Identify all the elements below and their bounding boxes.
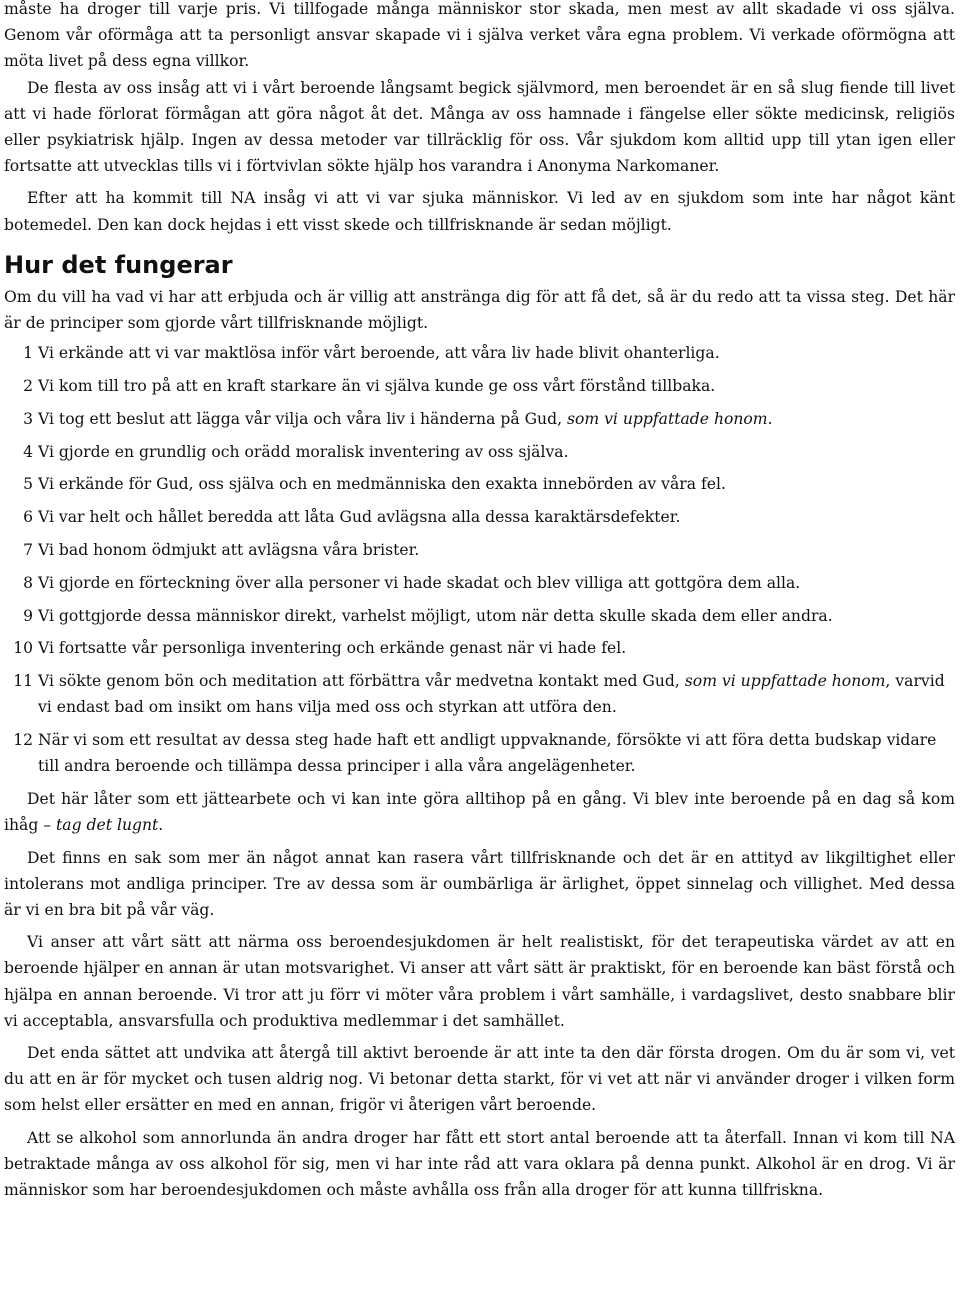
section-lead-paragraph: Om du vill ha vad vi har att erbjuda och är villig att anstränga dig för att få det, så är du redo att ta vissa steg. Det här är de principer som gjorde vårt tillfrisknande möjligt.	[4, 287, 955, 333]
closing-paragraph-4: Det enda sättet att undvika att återgå till aktivt beroende är att inte ta den där första drogen. Om du är som vi, vet du att en är för mycket och tusen aldrig nog. Vi betonar detta starkt, för vi vet att när vi använder droger i vilken form som helst eller ersätter en med en annan, frigör vi återigen vårt beroende.	[4, 1044, 955, 1115]
intro-paragraph-3: Efter att ha kommit till NA insåg vi att vi var sjuka människor. Vi led av en sjukdom som inte har något känt botemedel. Den kan dock hejdas i ett visst skede och tillfrisknande är sedan möjligt.	[4, 189, 955, 234]
step-text: Vi gjorde en grundlig och orädd moralisk inventering av oss själva.	[38, 442, 569, 461]
step-text: Vi var helt och hållet beredda att låta Gud avlägsna alla dessa karaktärsdefekter.	[38, 508, 681, 527]
list-item	[4, 504, 955, 530]
intro-paragraph-2: De flesta av oss insåg att vi i vårt beroende långsamt begick självmord, men beroendet är en så slug fiende till livet att vi hade förlorat förmågan att göra något åt det. Många av oss hamnade i fängelse eller sökte medicinsk, religiös eller psykiatrisk hjälp. Ingen av dessa metoder var tillräcklig för oss. Vår sjukdom kom alltid upp till ytan igen eller fortsatte att utvecklas tills vi i förtvivlan sökte hjälp hos varandra i Anonyma Narkomaner.	[4, 78, 955, 176]
list-item	[4, 373, 955, 399]
closing-paragraph-3: Vi anser att vårt sätt att närma oss beroendesjukdomen är helt realistiskt, för det terapeutiska värdet av att en beroende hjälper en annan är utan motsvarighet. Vi anser att vårt sätt är praktiskt, för en beroende kan bäst förstå och hjälpa en annan beroende. Vi tror att ju förr vi möter våra problem i vårt samhälle, i vardagslivet, desto snabbare blir vi acceptabla, ansvarsfulla och produktiva medlemmar i det samhället.	[4, 933, 955, 1030]
step-text: Vi tog ett beslut att lägga vår vilja och våra liv i händerna på Gud, som vi uppfattade honom.	[38, 409, 773, 428]
step-text: Vi erkände för Gud, oss själva och en medmänniska den exakta innebörden av våra fel.	[38, 475, 726, 494]
list-item	[4, 471, 955, 497]
list-item	[4, 340, 955, 366]
closing-paragraph-5: Att se alkohol som annorlunda än andra droger har fått ett stort antal beroende att ta återfall. Innan vi kom till NA betraktade många av oss alkohol för sig, men vi har inte råd att vara oklara på denna punkt. Alkohol är en drog. Vi är människor som har beroendesjukdomen och måste avhålla oss från alla droger för att kunna tillfriskna.	[4, 1128, 955, 1200]
list-item	[4, 439, 955, 465]
step-number: 11	[13, 672, 34, 691]
list-item	[4, 570, 955, 596]
list-item	[4, 635, 955, 661]
steps-list	[4, 340, 955, 779]
step-number: 6	[23, 508, 34, 527]
step-number: 5	[23, 475, 34, 494]
list-item	[4, 727, 955, 779]
step-text: Vi gjorde en förteckning över alla personer vi hade skadat och blev villiga att gottgöra dem alla.	[38, 573, 801, 592]
list-item	[4, 406, 955, 432]
step-text: Vi gottgjorde dessa människor direkt, varhelst möjligt, utom när detta skulle skada dem eller andra.	[38, 606, 833, 625]
closing-paragraph-1: Det här låter som ett jättearbete och vi kan inte göra alltihop på en gång. Vi blev inte beroende på en dag så kom ihåg – tag det lugnt.	[4, 790, 955, 835]
step-text: Vi erkände att vi var maktlösa inför vårt beroende, att våra liv hade blivit ohanterliga.	[38, 344, 720, 363]
closing-paragraph-2: Det finns en sak som mer än något annat kan rasera vårt tillfrisknande och det är en attityd av likgiltighet eller intolerans mot andliga principer. Tre av dessa som är oumbärliga är ärlighet, öppet sinnelag och villighet. Med dessa är vi en bra bit på vår väg.	[4, 848, 955, 920]
step-text: Vi kom till tro på att en kraft starkare än vi själva kunde ge oss vårt förstånd tillbaka.	[38, 377, 716, 396]
step-number: 12	[13, 731, 34, 750]
step-number: 4	[23, 442, 34, 461]
step-text: När vi som ett resultat av dessa steg hade haft ett andligt uppvaknande, försökte vi att föra detta budskap vidare till andra beroende och tillämpa dessa principer i alla våra angelägenheter.	[38, 731, 937, 776]
step-number: 1	[23, 344, 34, 363]
step-text: Vi sökte genom bön och meditation att förbättra vår medvetna kontakt med Gud, som vi uppfattade honom, varvid vi endast bad om insikt om hans vilja med oss och styrkan att utföra den.	[38, 672, 945, 717]
list-item	[4, 603, 955, 629]
list-item	[4, 668, 955, 720]
step-number: 8	[23, 573, 34, 592]
intro-paragraph-1: måste ha droger till varje pris. Vi tillfogade många människor stor skada, men mest av allt skadade vi oss själva. Genom vår oförmåga att ta personligt ansvar skapade vi i själva verket våra egna problem. Vi verkade oförmögna att möta livet på dess egna villkor.	[4, 0, 955, 71]
step-text: Vi fortsatte vår personliga inventering och erkände genast när vi hade fel.	[38, 639, 627, 658]
step-number: 7	[23, 541, 34, 560]
step-number: 2	[23, 377, 34, 396]
section-heading: Hur det fungerar	[4, 250, 233, 279]
step-text: Vi bad honom ödmjukt att avlägsna våra brister.	[38, 541, 420, 560]
step-number: 3	[23, 409, 34, 428]
step-number: 9	[23, 606, 34, 625]
list-item	[4, 537, 955, 563]
step-number: 10	[13, 639, 34, 658]
